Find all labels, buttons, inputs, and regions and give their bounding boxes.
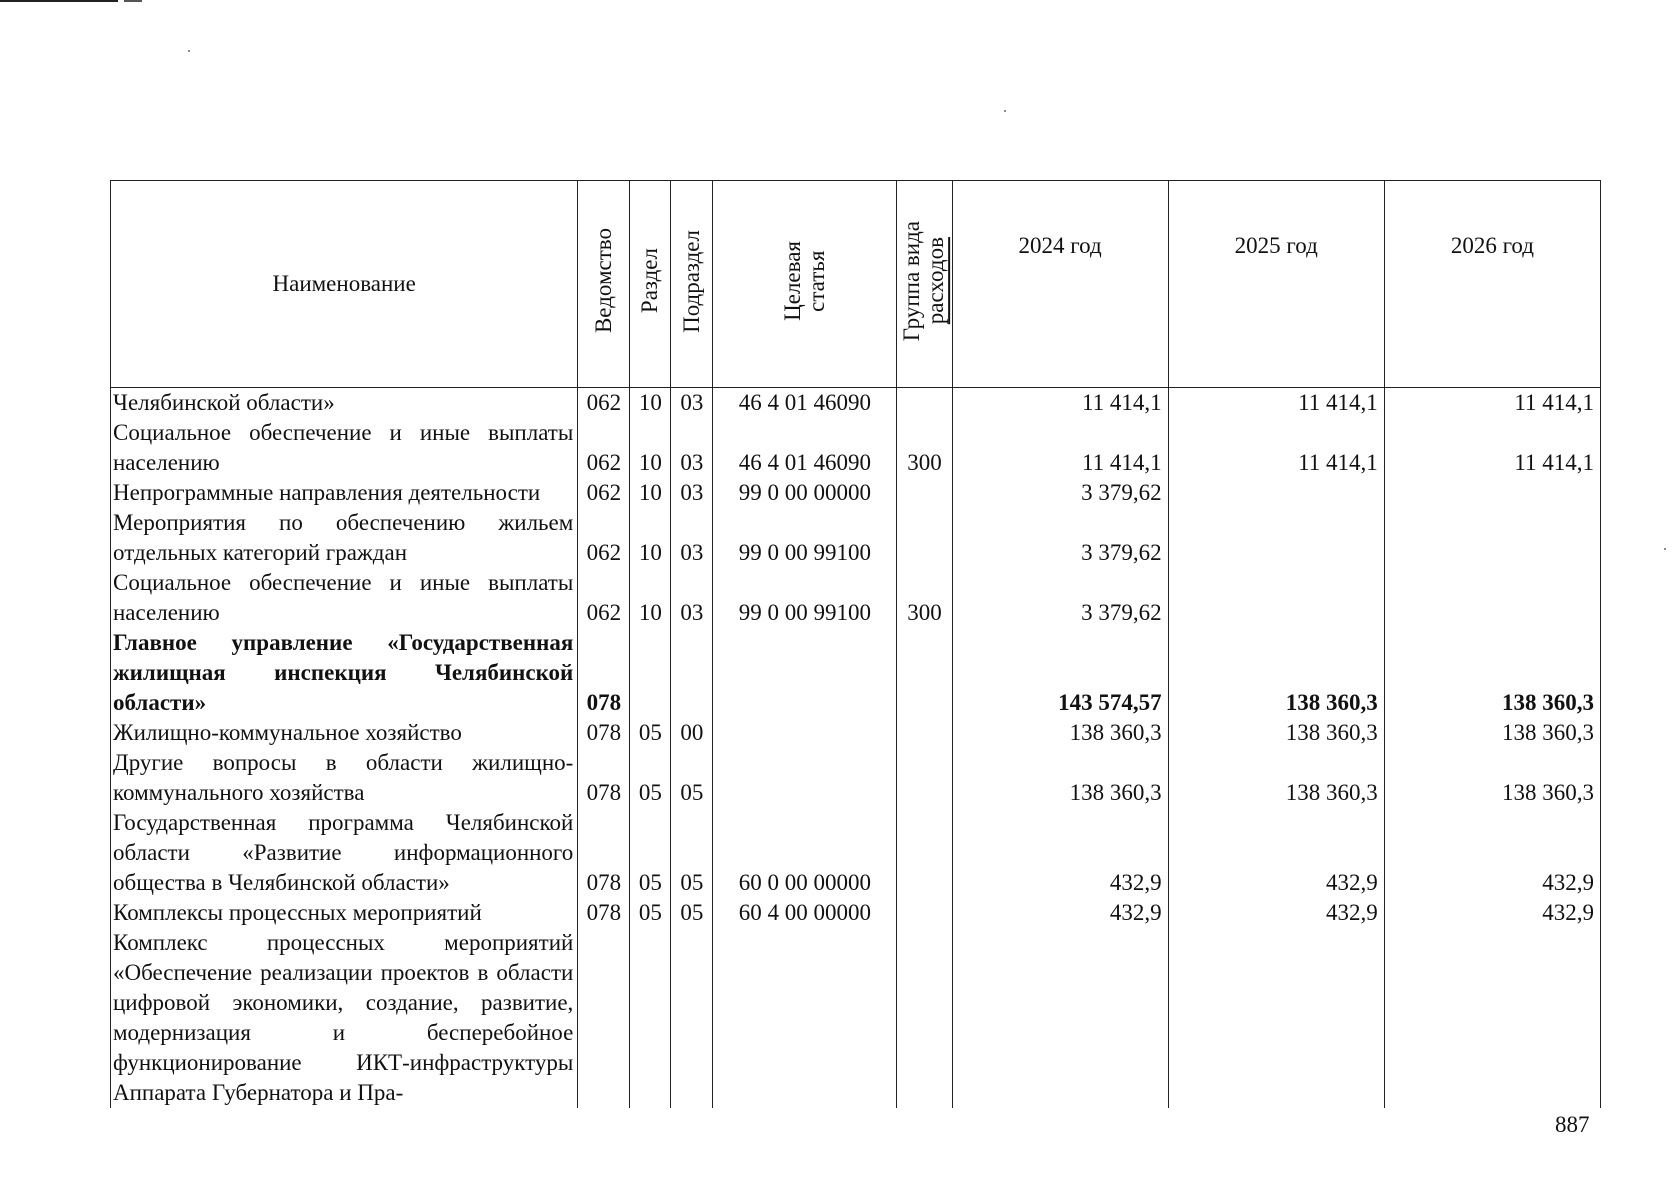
cell-vedomstvo: 062 (578, 388, 630, 419)
cell-celevaya-statya: 46 4 01 46090 (713, 388, 897, 419)
header-name: Наименование (111, 181, 578, 388)
table-row (111, 568, 1601, 628)
cell-2024: 432,9 (952, 898, 1168, 928)
cell-podrazdel (671, 928, 713, 1108)
table-header-row (111, 181, 1601, 388)
table-row (111, 748, 1601, 808)
cell-podrazdel: 03 (671, 508, 713, 568)
cell-2025 (1168, 478, 1384, 508)
cell-name: Главное управление «Государственная жилищная инспекция Челябинской области» (111, 628, 578, 718)
cell-2024: 3 379,62 (952, 478, 1168, 508)
cell-celevaya-statya: 60 0 00 00000 (713, 808, 897, 898)
cell-2026: 432,9 (1384, 808, 1600, 898)
header-vedomstvo: Ведомство (578, 181, 630, 388)
cell-celevaya-statya (713, 748, 897, 808)
cell-name: Комплекс процессных мероприятий «Обеспечение реализации проектов в области цифровой экономики, создание, развитие, модернизация и бесперебойное функционирование ИКТ-инфраструктуры Аппарата Губернатора и Пра- (111, 928, 578, 1108)
cell-razdel: 05 (630, 898, 671, 928)
cell-vedomstvo: 062 (578, 568, 630, 628)
header-2025: 2025 год (1168, 181, 1384, 388)
cell-razdel: 05 (630, 718, 671, 748)
cell-2026: 432,9 (1384, 898, 1600, 928)
cell-gruppa: 300 (897, 568, 952, 628)
cell-2025 (1168, 928, 1384, 1108)
cell-2025: 432,9 (1168, 808, 1384, 898)
cell-2025 (1168, 568, 1384, 628)
cell-celevaya-statya: 99 0 00 00000 (713, 478, 897, 508)
cell-celevaya-statya: 46 4 01 46090 (713, 418, 897, 478)
cell-vedomstvo: 078 (578, 748, 630, 808)
cell-vedomstvo: 062 (578, 478, 630, 508)
cell-vedomstvo: 078 (578, 628, 630, 718)
cell-2024 (952, 928, 1168, 1108)
cell-gruppa (897, 808, 952, 898)
table-row (111, 898, 1601, 928)
cell-2026: 138 360,3 (1384, 748, 1600, 808)
cell-2024: 138 360,3 (952, 748, 1168, 808)
cell-2026: 11 414,1 (1384, 388, 1600, 419)
cell-name: Челябинской области» (111, 388, 578, 419)
header-celevaya-statya: Целевая статья (713, 181, 897, 388)
cell-razdel: 05 (630, 808, 671, 898)
table-row (111, 928, 1601, 1108)
cell-2024: 432,9 (952, 808, 1168, 898)
cell-gruppa (897, 898, 952, 928)
cell-razdel: 10 (630, 418, 671, 478)
cell-podrazdel: 03 (671, 568, 713, 628)
cell-2025: 11 414,1 (1168, 388, 1384, 419)
cell-celevaya-statya: 60 4 00 00000 (713, 898, 897, 928)
cell-gruppa (897, 478, 952, 508)
table-row (111, 388, 1601, 419)
header-2026: 2026 год (1384, 181, 1600, 388)
cell-podrazdel: 03 (671, 478, 713, 508)
table-row (111, 628, 1601, 718)
cell-2024: 11 414,1 (952, 418, 1168, 478)
scan-speck (188, 50, 190, 52)
cell-2025: 138 360,3 (1168, 748, 1384, 808)
cell-razdel: 10 (630, 478, 671, 508)
scan-top-mark (124, 0, 142, 2)
cell-name: Другие вопросы в области жилищно-коммунального хозяйства (111, 748, 578, 808)
cell-2024: 3 379,62 (952, 508, 1168, 568)
cell-vedomstvo: 078 (578, 898, 630, 928)
header-razdel: Раздел (630, 181, 671, 388)
budget-table (110, 180, 1601, 1108)
cell-celevaya-statya (713, 628, 897, 718)
cell-celevaya-statya (713, 718, 897, 748)
cell-name: Социальное обеспечение и иные выплаты населению (111, 418, 578, 478)
scan-speck (1664, 548, 1666, 550)
cell-razdel (630, 628, 671, 718)
cell-celevaya-statya: 99 0 00 99100 (713, 568, 897, 628)
table-row (111, 718, 1601, 748)
header-2024: 2024 год (952, 181, 1168, 388)
cell-podrazdel: 03 (671, 388, 713, 419)
table-row (111, 508, 1601, 568)
cell-gruppa (897, 388, 952, 419)
cell-vedomstvo: 062 (578, 508, 630, 568)
cell-podrazdel: 05 (671, 748, 713, 808)
cell-vedomstvo: 078 (578, 718, 630, 748)
cell-razdel: 10 (630, 568, 671, 628)
cell-celevaya-statya: 99 0 00 99100 (713, 508, 897, 568)
cell-name: Государственная программа Челябинской области «Развитие информационного общества в Челябинской области» (111, 808, 578, 898)
cell-gruppa (897, 508, 952, 568)
cell-podrazdel: 05 (671, 898, 713, 928)
cell-vedomstvo: 078 (578, 808, 630, 898)
cell-name: Непрограммные направления деятельности (111, 478, 578, 508)
cell-gruppa (897, 628, 952, 718)
cell-2025: 138 360,3 (1168, 718, 1384, 748)
cell-razdel (630, 928, 671, 1108)
cell-2026 (1384, 928, 1600, 1108)
header-gruppa-vida-rashodov: Группа вида расходов (897, 181, 952, 388)
scan-top-mark (0, 0, 118, 2)
table-row (111, 418, 1601, 478)
cell-podrazdel (671, 628, 713, 718)
cell-name: Социальное обеспечение и иные выплаты населению (111, 568, 578, 628)
cell-2026 (1384, 508, 1600, 568)
cell-2025: 11 414,1 (1168, 418, 1384, 478)
cell-2024: 138 360,3 (952, 718, 1168, 748)
cell-2025: 432,9 (1168, 898, 1384, 928)
cell-2026 (1384, 568, 1600, 628)
table-row (111, 478, 1601, 508)
cell-2024: 143 574,57 (952, 628, 1168, 718)
header-podrazdel: Подраздел (671, 181, 713, 388)
scan-speck (1004, 110, 1006, 112)
cell-2026: 138 360,3 (1384, 718, 1600, 748)
cell-razdel: 05 (630, 748, 671, 808)
cell-podrazdel: 00 (671, 718, 713, 748)
cell-2026: 11 414,1 (1384, 418, 1600, 478)
cell-razdel: 10 (630, 508, 671, 568)
cell-gruppa (897, 748, 952, 808)
cell-celevaya-statya (713, 928, 897, 1108)
cell-podrazdel: 05 (671, 808, 713, 898)
cell-2025 (1168, 508, 1384, 568)
cell-vedomstvo (578, 928, 630, 1108)
cell-2026: 138 360,3 (1384, 628, 1600, 718)
cell-name: Мероприятия по обеспечению жильем отдельных категорий граждан (111, 508, 578, 568)
cell-gruppa (897, 718, 952, 748)
cell-vedomstvo: 062 (578, 418, 630, 478)
cell-name: Комплексы процессных мероприятий (111, 898, 578, 928)
cell-razdel: 10 (630, 388, 671, 419)
cell-name: Жилищно-коммунальное хозяйство (111, 718, 578, 748)
cell-2025: 138 360,3 (1168, 628, 1384, 718)
page-number: 887 (1555, 1112, 1590, 1137)
table-row (111, 808, 1601, 898)
cell-2024: 3 379,62 (952, 568, 1168, 628)
cell-2024: 11 414,1 (952, 388, 1168, 419)
cell-2026 (1384, 478, 1600, 508)
cell-podrazdel: 03 (671, 418, 713, 478)
cell-gruppa: 300 (897, 418, 952, 478)
cell-gruppa (897, 928, 952, 1108)
